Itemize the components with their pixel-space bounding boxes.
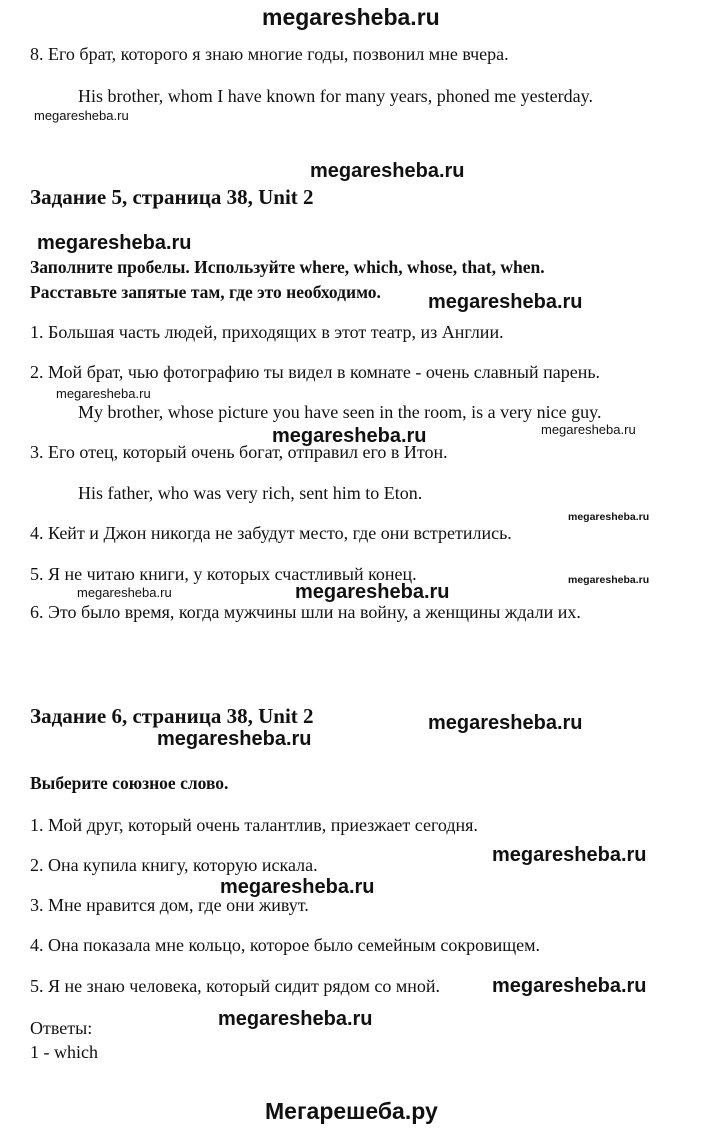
prev-item-russian: 8. Его брат, которого я знаю многие годы, позвонил мне вчера. <box>30 44 509 64</box>
task5-item-1: 1. Большая часть людей, приходящих в этот театр, из Англии. <box>30 322 504 342</box>
watermark: megaresheba.ru <box>568 511 650 523</box>
task5-instruction-line2: Расставьте запятые там, где это необходимо. <box>30 282 381 302</box>
task5-item-5: 5. Я не читаю книги, у которых счастливый конец. <box>30 564 417 584</box>
task6-item-1: 1. Мой друг, который очень талантлив, приезжает сегодня. <box>30 815 478 835</box>
watermark: megaresheba.ru <box>492 975 647 997</box>
watermark: megaresheba.ru <box>37 232 192 254</box>
task5-answer-2: My brother, whose picture you have seen in the room, is a very nice guy. <box>78 402 602 422</box>
task5-item-2: 2. Мой брат, чью фотографию ты видел в комнате - очень славный парень. <box>30 362 601 382</box>
watermark: megaresheba.ru <box>428 712 583 734</box>
watermark: megaresheba.ru <box>77 585 172 600</box>
header-brand: megaresheba.ru <box>262 4 440 30</box>
task6-title: Задание 6, страница 38, Unit 2 <box>30 704 314 728</box>
task6-instruction: Выберите союзное слово. <box>30 773 229 793</box>
watermark: megaresheba.ru <box>568 574 650 586</box>
watermark: megaresheba.ru <box>56 386 151 401</box>
watermark: megaresheba.ru <box>310 160 465 182</box>
task6-item-5: 5. Я не знаю человека, который сидит рядом со мной. <box>30 976 441 996</box>
watermark: megaresheba.ru <box>272 425 427 447</box>
task5-answer-3: His father, who was very rich, sent him to Eton. <box>78 483 423 503</box>
watermark: megaresheba.ru <box>34 108 129 123</box>
watermark: megaresheba.ru <box>220 876 375 898</box>
task6-answers-label: Ответы: <box>30 1018 93 1038</box>
task6-item-4: 4. Она показала мне кольцо, которое было семейным сокровищем. <box>30 935 540 955</box>
watermark: megaresheba.ru <box>295 581 450 603</box>
watermark: megaresheba.ru <box>428 291 583 313</box>
task6-item-3: 3. Мне нравится дом, где они живут. <box>30 895 309 915</box>
task5-instruction-line1: Заполните пробелы. Используйте where, which, whose, that, when. <box>30 257 545 277</box>
footer-brand: Мегарешеба.ру <box>265 1098 438 1124</box>
watermark: megaresheba.ru <box>492 844 647 866</box>
prev-item-english: His brother, whom I have known for many years, phoned me yesterday. <box>78 86 593 106</box>
watermark: megaresheba.ru <box>218 1008 373 1030</box>
task5-item-3: 3. Его отец, который очень богат, отправил его в Итон. <box>30 442 448 462</box>
task6-answer-1: 1 - which <box>30 1042 98 1062</box>
task6-item-2: 2. Она купила книгу, которую искала. <box>30 855 318 875</box>
task5-title: Задание 5, страница 38, Unit 2 <box>30 185 314 209</box>
task5-item-6: 6. Это было время, когда мужчины шли на войну, а женщины ждали их. <box>30 602 581 622</box>
task5-item-4: 4. Кейт и Джон никогда не забудут место, где они встретились. <box>30 523 512 543</box>
watermark: megaresheba.ru <box>541 422 636 437</box>
watermark: megaresheba.ru <box>157 728 312 750</box>
